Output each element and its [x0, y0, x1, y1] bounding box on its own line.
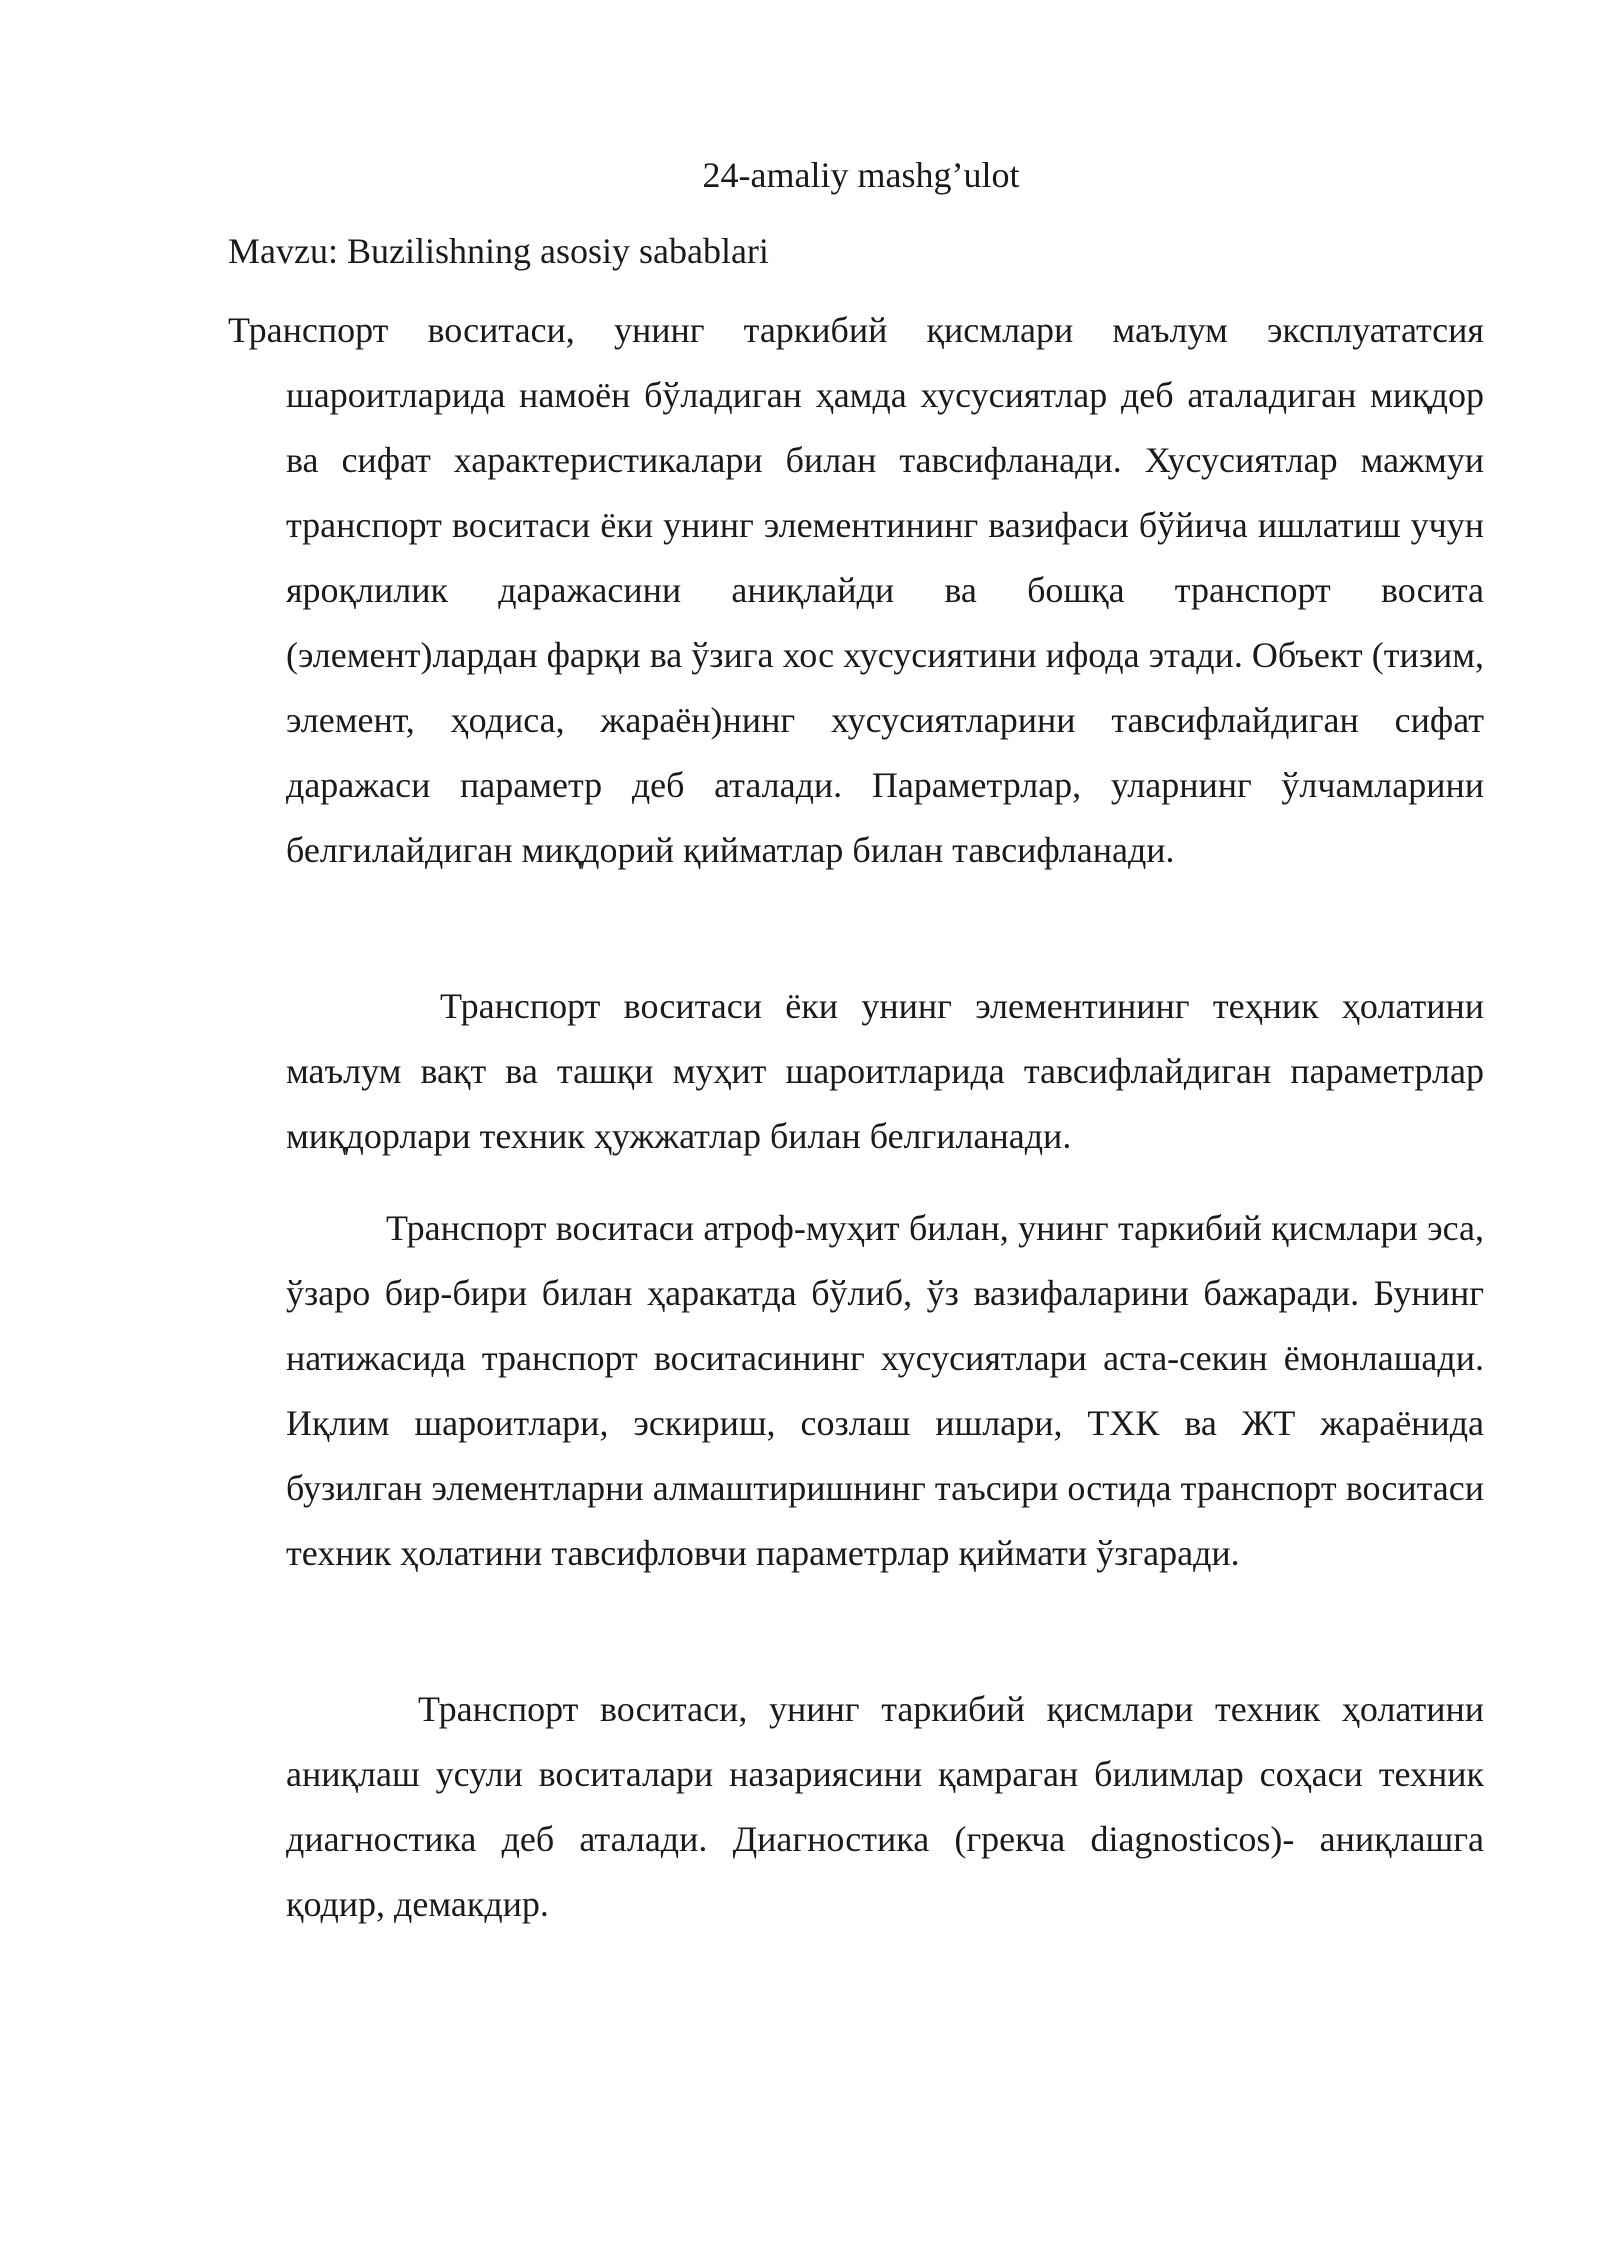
- paragraph-1: Транспорт воситаси, унинг таркибий қисмлари маълум эксплуататсия шароитларида намоён бўладиган ҳамда хусусиятлар деб аталадиган миқдор ва сифат характеристикалари билан тавсифланади. Хусусиятлар мажмуи транспорт воситаси ёки унинг элементининг вазифаси бўйича ишлатиш учун яроқлилик даражасини аниқлайди ва бошқа транспорт восита (элемент)лардан фарқи ва ўзига хос хусусиятини ифода этади. Объект (тизим, элемент, ҳодиса, жараён)нинг хусусиятларини тавсифлайдиган сифат даражаси параметр деб аталади. Параметрлар, уларнинг ўлчамларини белгилайдиган миқдорий қийматлар билан тавсифланади.: [228, 310, 1484, 870]
- paragraph-2: Транспорт воситаси ёки унинг элементининг теҳник ҳолатини маълум вақт ва ташқи муҳит шароитларида тавсифлайдиган параметрлар миқдорлари техник ҳужжатлар билан белгиланади.: [286, 986, 1484, 1156]
- document-subject: Mavzu: Buzilishning asosiy sabablari: [228, 231, 769, 271]
- paragraph-4: Транспорт воситаси, унинг таркибий қисмлари техник ҳолатини аниқлаш усули воситалари назариясини қамраган билимлар соҳаси техник диагностика деб аталади. Диагностика (грекча diagnosticos)- аниқлашга қодир, демакдир.: [286, 1689, 1484, 1924]
- paragraph-3: Транспорт воситаси атроф-муҳит билан, унинг таркибий қисмлари эса, ўзаро бир-бири билан ҳаракатда бўлиб, ўз вазифаларини бажаради. Бунинг натижасида транспорт воситасининг хусусиятлари аста-секин ёмонлашади. Иқлим шароитлари, эскириш, созлаш ишлари, ТХК ва ЖТ жараёнида бузилган элементларни алмаштиришнинг таъсири остида транспорт воситаси техник ҳолатини тавсифловчи параметрлар қиймати ўзгаради.: [286, 1208, 1484, 1573]
- document-title: 24-amaliy mashg’ulot: [702, 155, 1020, 195]
